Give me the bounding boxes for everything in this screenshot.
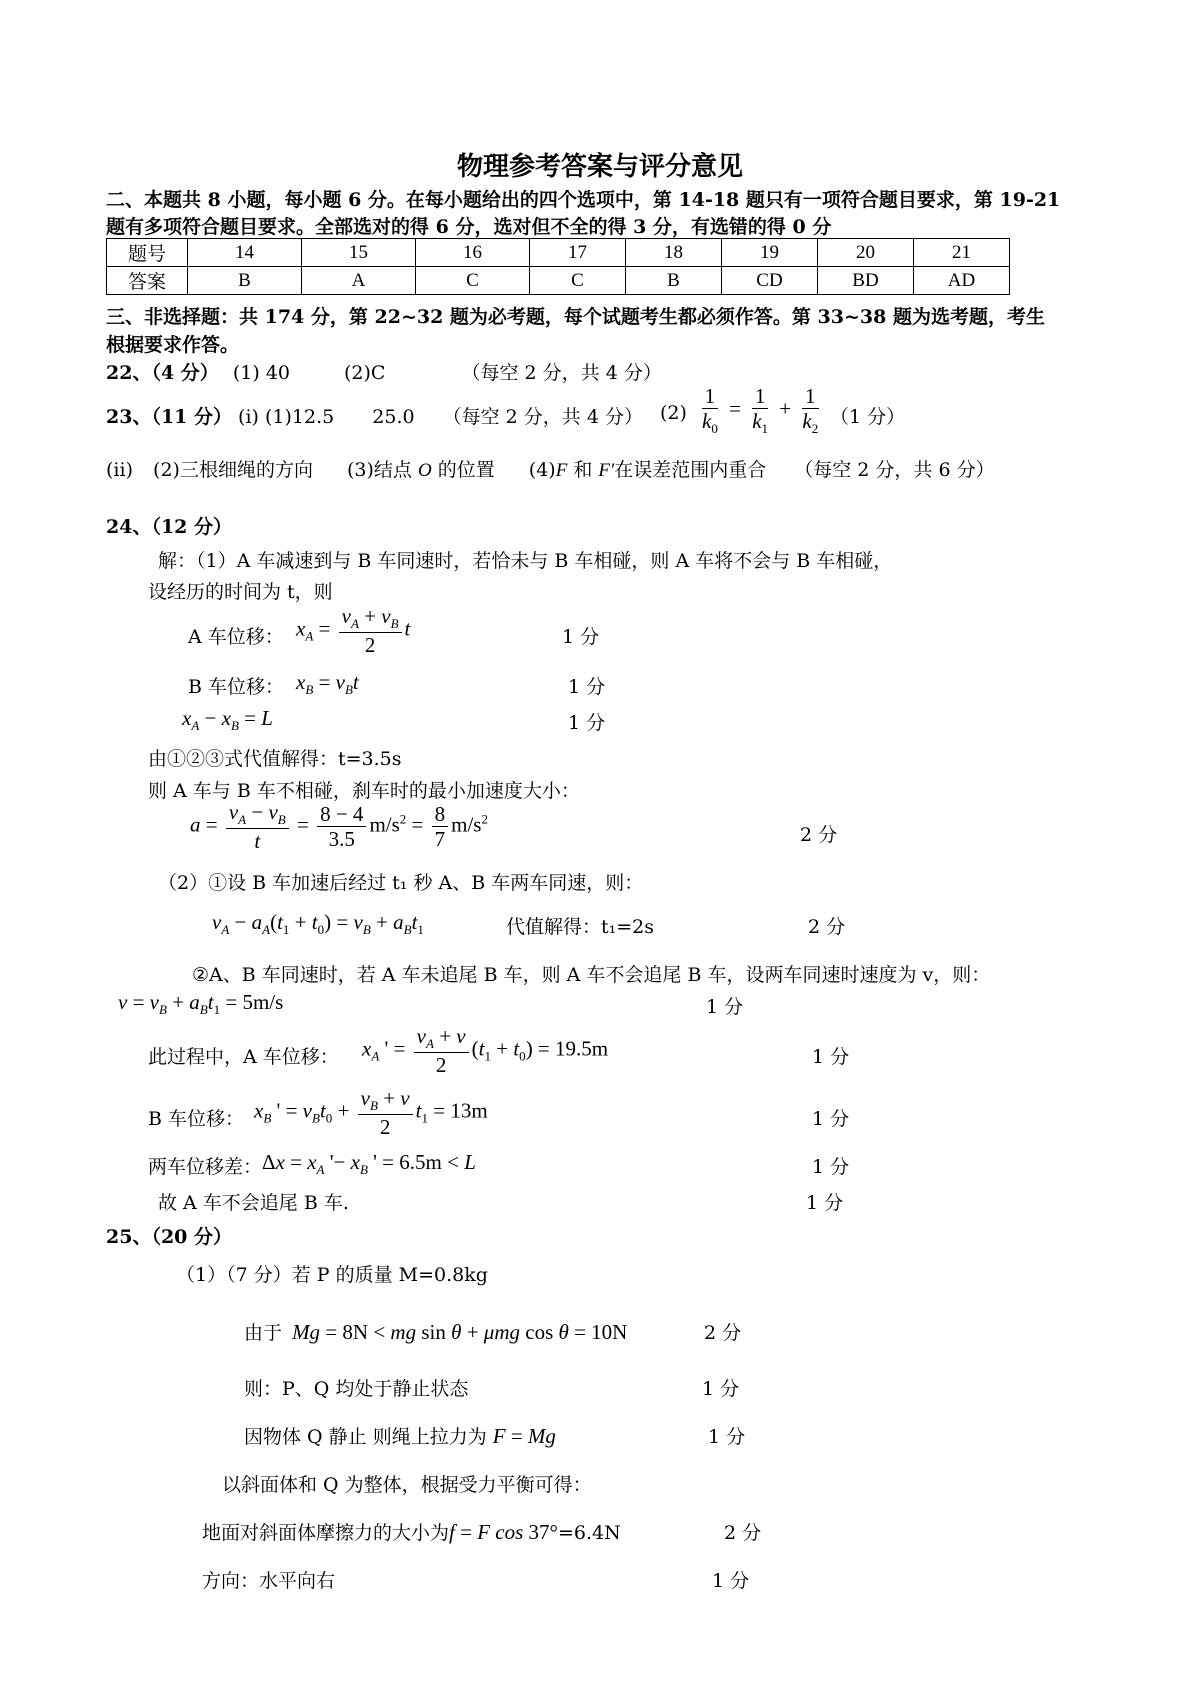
- answer-cell: C: [530, 267, 626, 295]
- score: 1 分: [706, 996, 744, 1018]
- q23-part-i-answer: (ⅰ) (1)12.5: [238, 406, 335, 428]
- q25-tension-text: 因物体 Q 静止 则绳上拉力为: [244, 1426, 487, 1448]
- question-number-row: [107, 239, 1010, 267]
- score: 2 分: [724, 1522, 762, 1544]
- q24-formula-xa: $x_A$ = $\frac{v_A + v_B}{2}$ t: [296, 604, 411, 658]
- q24-formula-xb-prime: $x_B$ ' = $v_Bt_0$ + $\frac{v_B + v}{2}$ $t_1 = 13m$: [254, 1086, 488, 1140]
- q24-process-label: 此过程中，A 车位移：: [148, 1046, 339, 1068]
- q23-line-2: [106, 455, 995, 482]
- q23-part-ii-label: (ii): [106, 459, 133, 481]
- answer-cell: BD: [818, 267, 914, 295]
- q23-item-3-var: O: [417, 460, 432, 481]
- q23-item-3-text-end: 的位置: [431, 459, 495, 481]
- q22-line: [106, 358, 662, 385]
- q24-intro-2: 设经历的时间为 t，则: [148, 581, 333, 603]
- q25-part-1-text: （1）（7 分）若 P 的质量 M=0.8kg: [176, 1264, 488, 1286]
- q23-item-4: [529, 459, 766, 481]
- q24-formula-accel: a = $\frac{v_A - v_B}{t}$ = $\frac{8 - 4}{3.5}$ $m/s^2$ = $\frac{8}{7}$ $m/s^2$: [190, 800, 488, 854]
- q23-item-3-text: (3)结点: [347, 459, 418, 481]
- q24-a-displacement-label: A 车位移：: [188, 626, 284, 648]
- q25-formula-friction: f = F cos 37°: [449, 1520, 558, 1544]
- question-cell: 14: [188, 239, 302, 267]
- dx-result: 6.5m: [399, 1150, 442, 1174]
- q24-formula-xb: $x_B = v_Bt$: [296, 670, 359, 698]
- section-3-line-1: 三、非选择题：共 174 分，第 22~32 题为必考题，每个试题考生都必须作答。第 33~38 题为选考题，考生: [106, 306, 1045, 328]
- q25-tension-line: [244, 1422, 556, 1449]
- q25-formula-tension: F = Mg: [492, 1424, 556, 1448]
- row-label-answer: 答案: [107, 267, 188, 295]
- page-title: 物理参考答案与评分意见: [456, 152, 743, 182]
- q25-static-text: 则：P、Q 均处于静止状态: [244, 1378, 469, 1400]
- q23-score: （1 分）: [830, 406, 906, 428]
- answer-cell: CD: [722, 267, 818, 295]
- q23-item-4-var-f-prime: F′: [598, 460, 615, 481]
- question-cell: 17: [530, 239, 626, 267]
- q24-intro-1: 解：（1）A 车减速到与 B 车同速时，若恰未与 B 车相碰，则 A 车将不会与 B 车相碰，: [158, 550, 893, 572]
- score: 1 分: [702, 1378, 740, 1400]
- q23-heading: 23、（11 分）: [106, 406, 232, 428]
- q22-heading: 22、（4 分）: [106, 362, 219, 384]
- q23-item-4-text: (4): [528, 459, 556, 481]
- q24-heading: 24、（12 分）: [106, 516, 232, 538]
- q24-solve-t: 由①②③式代值解得：t=3.5s: [148, 748, 402, 770]
- answer-cell: B: [188, 267, 302, 295]
- score: 1 分: [812, 1046, 850, 1068]
- q24-formula-v: $v = v_B + a_Bt_1 = 5m/s$: [118, 990, 284, 1018]
- score: 2 分: [704, 1322, 742, 1344]
- q25-formula-compare: Mg = 8N < mg sin θ + μmg cos θ = 10N: [292, 1320, 628, 1344]
- score: 1 分: [562, 626, 600, 648]
- q23-line-1: [106, 402, 643, 429]
- q23-label-2: (2): [660, 402, 687, 424]
- q25-friction-value: =6.4N: [557, 1522, 621, 1544]
- q24-formula-same-speed: $v_A - a_A(t_1 + t_0) = v_B + a_Bt_1$: [212, 910, 424, 938]
- q23-item-4-text-end: 在误差范围内重合: [614, 459, 767, 481]
- q23-item-3: [347, 459, 495, 481]
- score: 1 分: [712, 1570, 750, 1592]
- q23-item-4-var-f: F: [555, 460, 568, 481]
- row-label-question: 题号: [107, 239, 188, 267]
- question-cell: 15: [302, 239, 416, 267]
- score: 2 分: [800, 824, 838, 846]
- q23-item-4-and: 和: [567, 459, 599, 481]
- q23-answer-2: 25.0: [372, 406, 415, 428]
- q23-note-1: （每空 2 分，共 4 分）: [442, 406, 643, 428]
- q24-b-displacement-label-2: B 车位移：: [148, 1108, 245, 1130]
- q24-same-velocity-text: ②A、B 车同速时，若 A 车未追尾 B 车，则 A 车不会追尾 B 车，设两车同速时速度为 v，则：: [192, 964, 991, 986]
- q23-item-2: (2)三根细绳的方向: [153, 459, 313, 481]
- q25-whole-text: 以斜面体和 Q 为整体，根据受力平衡可得：: [222, 1474, 592, 1496]
- score: 1 分: [806, 1192, 844, 1214]
- q22-answer-1: (1) 40: [232, 362, 290, 384]
- section-2-line-2: 题有多项符合题目要求。全部选对的得 6 分，选对但不全的得 3 分，有选错的得 0 分: [106, 216, 832, 238]
- answer-cell: B: [626, 267, 722, 295]
- question-cell: 16: [416, 239, 530, 267]
- question-cell: 19: [722, 239, 818, 267]
- score: 1 分: [708, 1426, 746, 1448]
- score: 1 分: [568, 712, 606, 734]
- q24-b-displacement-label: B 车位移：: [188, 676, 285, 698]
- xb-result: 13m: [450, 1098, 488, 1123]
- q25-because-line: [244, 1318, 627, 1345]
- score: 2 分: [808, 916, 846, 938]
- q25-because-label: 由于: [244, 1322, 283, 1344]
- q24-solve-t1: 代值解得：t₁=2s: [506, 916, 655, 938]
- q24-min-accel-text: 则 A 车与 B 车不相碰，刹车时的最小加速度大小：: [148, 780, 580, 802]
- answer-table: [106, 238, 1010, 295]
- q23-formula: $\frac{1}{k_0}$ = $\frac{1}{k_1}$ + $\frac{1}{k_2}$: [702, 384, 819, 437]
- xa-result: 19.5m: [555, 1036, 609, 1061]
- q24-formula-dx: $\Delta x = x_A$ '− $x_B$ ' = 6.5m < L: [262, 1150, 476, 1178]
- answer-cell: C: [416, 267, 530, 295]
- q24-formula-diff: $x_A - x_B = L$: [182, 706, 273, 734]
- q22-answer-2: (2)C: [344, 362, 386, 384]
- answer-cell: A: [302, 267, 416, 295]
- q24-formula-xa-prime: $x_A$ ' = $\frac{v_A + v}{2}$ $(t_1 + t_0) = 19.5m$: [362, 1024, 609, 1078]
- question-cell: 21: [914, 239, 1010, 267]
- score: 1 分: [568, 676, 606, 698]
- q22-note: （每空 2 分，共 4 分）: [461, 362, 662, 384]
- q25-direction-text: 方向：水平向右: [202, 1570, 336, 1592]
- q25-heading: 25、（20 分）: [106, 1226, 232, 1248]
- v-result: 5m/s: [242, 990, 284, 1014]
- question-cell: 20: [818, 239, 914, 267]
- q25-friction-line: [202, 1518, 621, 1545]
- score: 1 分: [812, 1108, 850, 1130]
- score: 1 分: [812, 1156, 850, 1178]
- q24-diff-label: 两车位移差：: [148, 1156, 263, 1178]
- q25-friction-text: 地面对斜面体摩擦力的大小为: [202, 1522, 450, 1544]
- section-3-line-2: 根据要求作答。: [106, 334, 240, 356]
- answer-cell: AD: [914, 267, 1010, 295]
- answer-row: [107, 267, 1010, 295]
- section-2-line-1: 二、本题共 8 小题，每小题 6 分。在每小题给出的四个选项中，第 14-18 题只有一项符合题目要求，第 19-21: [106, 189, 1061, 211]
- q24-part-2-text: （2）①设 B 车加速后经过 t₁ 秒 A、B 车两车同速，则：: [158, 872, 644, 894]
- q23-note-2: （每空 2 分，共 6 分）: [794, 459, 995, 481]
- question-cell: 18: [626, 239, 722, 267]
- q24-conclusion: 故 A 车不会追尾 B 车.: [158, 1192, 349, 1214]
